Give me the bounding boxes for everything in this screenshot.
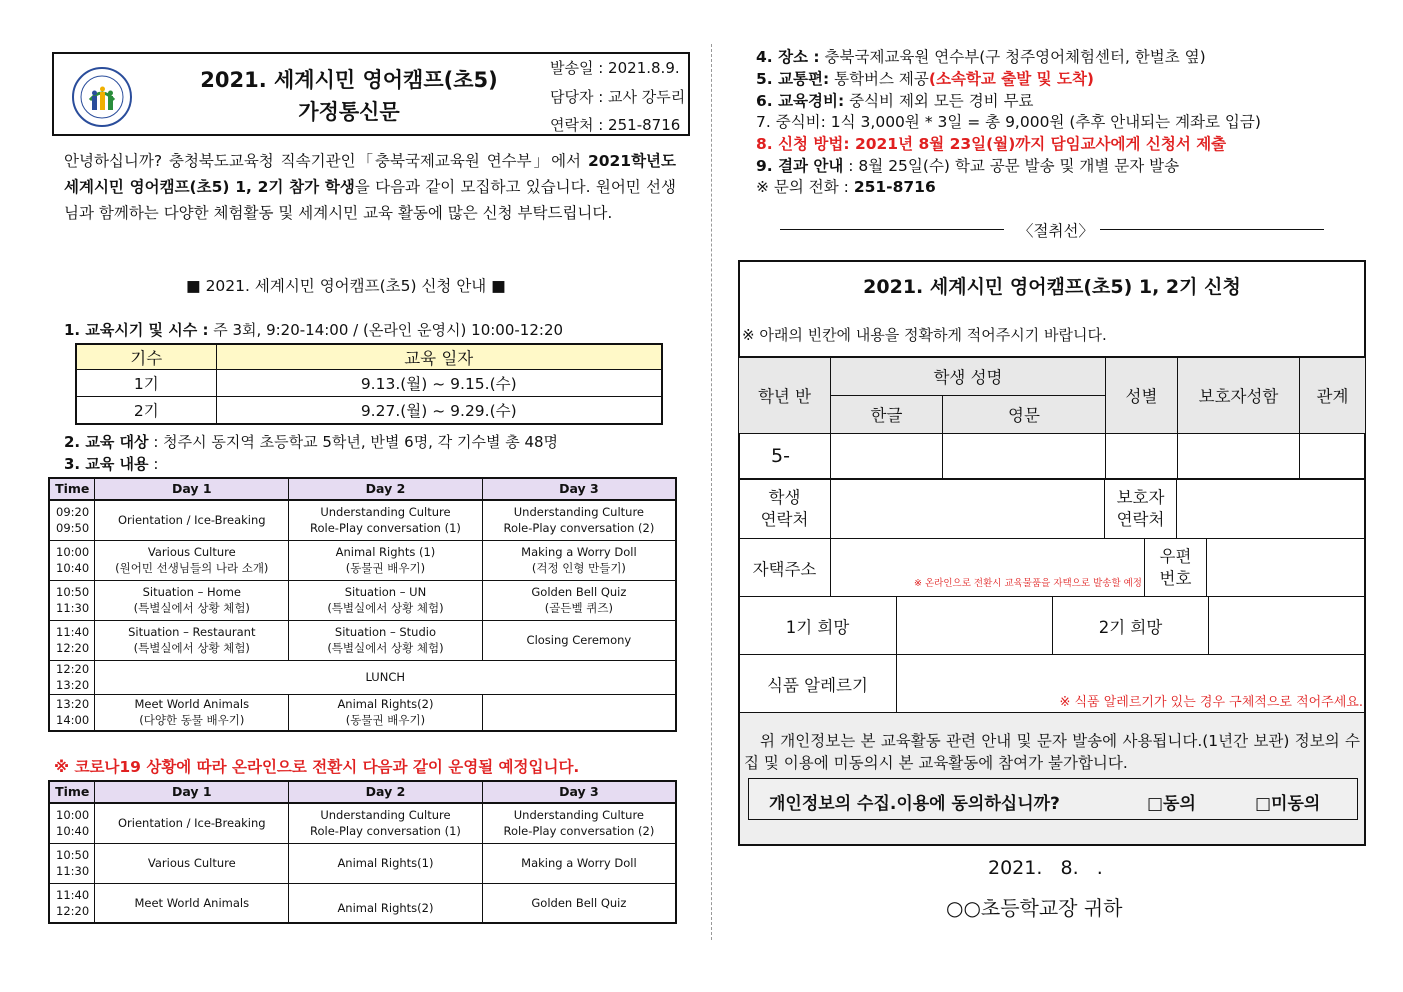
day1-cell: Various Culture bbox=[95, 843, 289, 883]
guardian-name-input[interactable] bbox=[1178, 433, 1300, 479]
section-heading: ■ 2021. 세계시민 영어캠프(초5) 신청 안내 ■ bbox=[186, 277, 506, 295]
day3-cell: Making a Worry Doll (걱정 인형 만들기) bbox=[482, 540, 676, 580]
time-cell: 10:50 11:30 bbox=[49, 580, 95, 620]
footer-date: 2021. 8. . bbox=[988, 857, 1103, 879]
header-box bbox=[52, 52, 690, 136]
item-3 bbox=[64, 453, 158, 474]
item-3-value: : bbox=[148, 455, 159, 473]
allergy-input[interactable] bbox=[897, 655, 1366, 713]
time-cell: 12:20 13:20 bbox=[49, 660, 95, 694]
day1-cell: Meet World Animals bbox=[95, 883, 289, 923]
intro-paragraph bbox=[64, 148, 676, 226]
col-header-day2: Day 2 bbox=[289, 478, 483, 500]
item-6-label: 6. 교육경비: bbox=[756, 92, 845, 110]
relation-label: 관계 bbox=[1300, 357, 1366, 433]
item-5-note: (소속학교 출발 및 도착) bbox=[928, 70, 1095, 88]
day2-cell: Animal Rights(2) (동물권 배우기) bbox=[289, 694, 483, 731]
col-header-day2: Day 2 bbox=[289, 781, 483, 803]
col-header-time: Time bbox=[49, 781, 95, 803]
time-cell: 09:20 09:50 bbox=[49, 500, 95, 540]
zip-input[interactable] bbox=[1207, 539, 1366, 597]
intro-text-2: 을 다음과 같이 모집하고 있습니다. 원어민 선생님과 함께하는 다양한 체험활동 및 세계시민 교육 활동에 많은 신청 부탁드립니다. bbox=[64, 178, 677, 222]
time-cell: 11:40 12:20 bbox=[49, 883, 95, 923]
item-9-label: 9. 결과 안내 bbox=[756, 157, 844, 175]
day3-cell: Closing Ceremony bbox=[482, 620, 676, 660]
item-8: 8. 신청 방법: 2021년 8월 23일(월)까지 담임교사에게 신청서 제출 bbox=[756, 135, 1227, 153]
col-header-day3: Day 3 bbox=[482, 781, 676, 803]
english-name-input[interactable] bbox=[943, 433, 1106, 479]
period-header-dates: 교육 일자 bbox=[216, 344, 662, 370]
form-table-wish bbox=[738, 596, 1366, 655]
day1-cell: Orientation / Ice-Breaking bbox=[95, 803, 289, 843]
page-divider bbox=[711, 44, 712, 940]
item-1-label: 1. 교육시기 및 시수 : bbox=[64, 321, 209, 339]
item-4-label: 4. 장소 : bbox=[756, 48, 820, 66]
day1-cell: Situation – Home (특별실에서 상황 체험) bbox=[95, 580, 289, 620]
wish2-label: 2기 희망 bbox=[1053, 597, 1209, 655]
day1-cell: Various Culture (원어민 선생님들의 나라 소개) bbox=[95, 540, 289, 580]
item-2-label: 2. 교육 대상 bbox=[64, 433, 149, 451]
application-form bbox=[738, 260, 1366, 846]
online-notice: ※ 코로나19 상황에 따라 온라인으로 전환시 다음과 같이 운영될 예정입니다. bbox=[54, 758, 580, 776]
day2-cell: Understanding Culture Role-Play conversation (1) bbox=[289, 500, 483, 540]
item-6-value: 중식비 제외 모든 경비 무료 bbox=[844, 92, 1034, 110]
agree-checkbox[interactable]: □동의 bbox=[1147, 794, 1196, 814]
manager: 담당자 : 교사 강두리 bbox=[550, 88, 686, 106]
allergy-note: ※ 식품 알레르기가 있는 경우 구체적으로 적어주세요. bbox=[1059, 695, 1363, 710]
item-9 bbox=[756, 154, 1179, 176]
grade-class-label: 학년 반 bbox=[739, 357, 831, 433]
time-cell: 11:40 12:20 bbox=[49, 620, 95, 660]
table-row bbox=[49, 500, 676, 540]
col-header-time: Time bbox=[49, 478, 95, 500]
consent-question: 개인정보의 수집.이용에 동의하십니까? bbox=[769, 794, 1060, 814]
form-table-top bbox=[738, 356, 1366, 480]
student-name-label: 학생 성명 bbox=[831, 357, 1106, 395]
intro-text-bold: 2021학년도 세계시민 영어캠프(초5) 1, 2기 참가 학생 bbox=[64, 152, 676, 196]
school-logo-icon bbox=[70, 66, 134, 128]
wish1-label: 1기 희망 bbox=[739, 597, 897, 655]
wish2-input[interactable] bbox=[1209, 597, 1366, 655]
day3-cell: Making a Worry Doll bbox=[482, 843, 676, 883]
table-row bbox=[49, 540, 676, 580]
contact: 연락처 : 251-8716 bbox=[550, 116, 681, 134]
period-term: 1기 bbox=[76, 370, 216, 397]
item-3-label: 3. 교육 내용 bbox=[64, 455, 149, 473]
time-cell: 10:50 11:30 bbox=[49, 843, 95, 883]
disagree-checkbox[interactable]: □미동의 bbox=[1255, 794, 1321, 814]
day1-cell: Meet World Animals (다양한 동물 배우기) bbox=[95, 694, 289, 731]
online-schedule-table bbox=[48, 780, 677, 924]
day2-cell: Situation – Studio (특별실에서 상황 체험) bbox=[289, 620, 483, 660]
page-title: 2021. 세계시민 영어캠프(초5) bbox=[200, 68, 498, 92]
item-2 bbox=[64, 431, 558, 452]
cutline-left bbox=[780, 229, 1004, 230]
table-row bbox=[49, 843, 676, 883]
time-cell: 10:00 10:40 bbox=[49, 803, 95, 843]
gender-label: 성별 bbox=[1106, 357, 1178, 433]
student-contact-label: 학생 연락처 bbox=[739, 479, 831, 539]
korean-name-label: 한글 bbox=[831, 395, 943, 433]
item-5 bbox=[756, 67, 1094, 89]
item-2-value: : 청주시 동지역 초등학교 5학년, 반별 6명, 각 기수별 총 48명 bbox=[148, 433, 559, 451]
student-contact-input[interactable] bbox=[831, 479, 1105, 539]
day3-cell bbox=[482, 694, 676, 731]
form-table-allergy bbox=[738, 654, 1366, 713]
korean-name-input[interactable] bbox=[831, 433, 943, 479]
guardian-contact-input[interactable] bbox=[1177, 479, 1366, 539]
form-title: 2021. 세계시민 영어캠프(초5) 1, 2기 신청 bbox=[863, 276, 1241, 298]
consent-box bbox=[748, 778, 1358, 820]
day2-cell: Animal Rights(2) bbox=[289, 883, 483, 923]
item-4-value: 충북국제교육원 연수부(구 청주영어체험센터, 한벌초 옆) bbox=[819, 48, 1206, 66]
col-header-day1: Day 1 bbox=[95, 781, 289, 803]
item-4 bbox=[756, 45, 1206, 67]
contact-phone bbox=[756, 175, 936, 197]
table-row bbox=[49, 660, 676, 694]
send-date: 발송일 : 2021.8.9. bbox=[550, 59, 680, 77]
table-row bbox=[49, 620, 676, 660]
item-7: 7. 중식비: 1식 3,000원 * 3일 = 총 9,000원 (추후 안내되는 계좌로 입금) bbox=[756, 113, 1261, 131]
intro-text-1: 안녕하십니까? 충청북도교육청 직속기관인「충북국제교육원 연수부」에서 bbox=[64, 152, 588, 170]
lunch-cell: LUNCH bbox=[95, 660, 676, 694]
period-header-term: 기수 bbox=[76, 344, 216, 370]
guardian-contact-label: 보호자 연락처 bbox=[1105, 479, 1177, 539]
schedule-table bbox=[48, 477, 677, 732]
phone-label: ※ 문의 전화 : bbox=[756, 178, 854, 196]
guardian-name-label: 보호자성함 bbox=[1178, 357, 1300, 433]
col-header-day1: Day 1 bbox=[95, 478, 289, 500]
time-cell: 10:00 10:40 bbox=[49, 540, 95, 580]
form-note: ※ 아래의 빈칸에 내용을 정확하게 적어주시기 바랍니다. bbox=[742, 326, 1107, 344]
english-name-label: 영문 bbox=[943, 395, 1106, 433]
form-table-address bbox=[738, 538, 1366, 597]
day3-cell: Golden Bell Quiz bbox=[482, 883, 676, 923]
day2-cell: Situation – UN (특별실에서 상황 체험) bbox=[289, 580, 483, 620]
item-6 bbox=[756, 89, 1034, 111]
item-9-value: : 8월 25일(수) 학교 공문 발송 및 개별 문자 발송 bbox=[843, 157, 1180, 175]
grade-input[interactable]: 5- bbox=[739, 433, 831, 479]
relation-input[interactable] bbox=[1300, 433, 1366, 479]
table-row bbox=[49, 580, 676, 620]
page-subtitle: 가정통신문 bbox=[298, 100, 400, 124]
privacy-text: 위 개인정보는 본 교육활동 관련 안내 및 문자 발송에 사용됩니다.(1년간 보관) 정보의 수집 및 이용에 미동의시 본 교육활동에 참여가 불가합니다. bbox=[744, 732, 1360, 772]
footer-recipient: ○○초등학교장 귀하 bbox=[946, 896, 1123, 920]
zip-label: 우편 번호 bbox=[1145, 539, 1207, 597]
wish1-input[interactable] bbox=[897, 597, 1053, 655]
day2-cell: Animal Rights(1) bbox=[289, 843, 483, 883]
cutline-label: 〈절취선〉 bbox=[1018, 222, 1094, 240]
form-table-contacts bbox=[738, 478, 1366, 539]
period-dates: 9.27.(월) ~ 9.29.(수) bbox=[216, 397, 662, 424]
day1-cell: Orientation / Ice-Breaking bbox=[95, 500, 289, 540]
allergy-label: 식품 알레르기 bbox=[739, 655, 897, 713]
time-cell: 13:20 14:00 bbox=[49, 694, 95, 731]
period-table bbox=[75, 343, 663, 425]
period-term: 2기 bbox=[76, 397, 216, 424]
table-row bbox=[49, 694, 676, 731]
table-row bbox=[49, 803, 676, 843]
address-note: ※ 온라인으로 전환시 교육물품을 자택으로 발송할 예정 bbox=[914, 578, 1142, 589]
day2-cell: Animal Rights (1) (동물권 배우기) bbox=[289, 540, 483, 580]
col-header-day3: Day 3 bbox=[482, 478, 676, 500]
day3-cell: Understanding Culture Role-Play conversation (2) bbox=[482, 500, 676, 540]
period-dates: 9.13.(월) ~ 9.15.(수) bbox=[216, 370, 662, 397]
day2-cell: Understanding Culture Role-Play conversation (1) bbox=[289, 803, 483, 843]
phone-value: 251-8716 bbox=[853, 178, 936, 196]
item-5-value: 통학버스 제공 bbox=[829, 70, 929, 88]
cutline-right bbox=[1100, 229, 1324, 230]
item-1-value: 주 3회, 9:20-14:00 / (온라인 운영시) 10:00-12:20 bbox=[208, 321, 564, 339]
day3-cell: Golden Bell Quiz (골든벨 퀴즈) bbox=[482, 580, 676, 620]
day1-cell: Situation – Restaurant (특별실에서 상황 체험) bbox=[95, 620, 289, 660]
address-label: 자택주소 bbox=[739, 539, 831, 597]
address-input[interactable] bbox=[831, 539, 1145, 597]
item-1 bbox=[64, 319, 563, 340]
gender-input[interactable] bbox=[1106, 433, 1178, 479]
item-5-label: 5. 교통편: bbox=[756, 70, 830, 88]
day3-cell: Understanding Culture Role-Play conversation (2) bbox=[482, 803, 676, 843]
table-row bbox=[49, 883, 676, 923]
